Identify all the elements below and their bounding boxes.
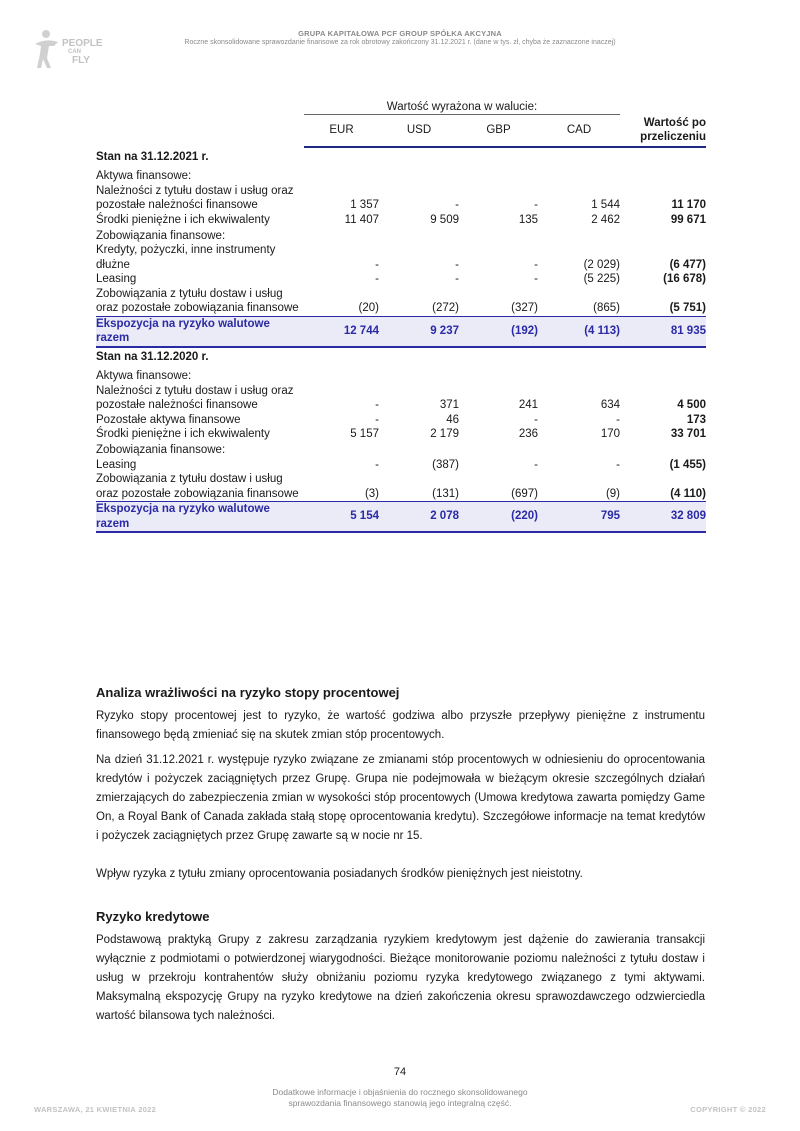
cell-eur — [304, 168, 379, 184]
table-row — [96, 427, 706, 442]
cell-gbp: (327) — [511, 302, 538, 314]
cell-total: (1 455) — [669, 458, 706, 471]
cell-eur — [304, 442, 379, 458]
row-label: Środki pieniężne i ich ekwiwalenty — [96, 213, 270, 226]
table-row — [96, 184, 706, 213]
table-row — [96, 458, 706, 473]
cell-eur: 1 357 — [350, 199, 379, 211]
cell-total: 11 170 — [671, 199, 706, 211]
cell-total: 33 701 — [670, 428, 706, 440]
cell-usd: 46 — [446, 413, 459, 426]
cell-gbp: (697) — [511, 487, 538, 500]
cell-eur: - — [375, 458, 379, 471]
cell-gbp — [459, 227, 538, 243]
cell-cad: 170 — [600, 428, 620, 440]
section-title: Stan na 31.12.2020 r. — [96, 351, 209, 364]
footer-date: WARSZAWA, 21 KWIETNIA 2022 — [34, 1105, 157, 1114]
table-row — [96, 368, 706, 384]
row-label: Środki pieniężne i ich ekwiwalenty — [96, 428, 270, 440]
table-row — [96, 413, 706, 428]
row-label: Pozostałe aktywa finansowe — [96, 413, 241, 426]
cell-gbp: - — [534, 258, 538, 271]
table-row — [96, 243, 706, 272]
row-label: Leasing — [96, 273, 137, 285]
cell-gbp: 241 — [518, 399, 538, 411]
cell-total: 173 — [686, 413, 706, 426]
section-title: Stan na 31.12.2021 r. — [96, 151, 209, 164]
row-label: Należności z tytułu dostaw i usług oraz pozostałe należności finansowe — [96, 184, 294, 211]
cell-usd: 9 509 — [430, 213, 459, 226]
table-row — [96, 287, 706, 317]
cell-usd: - — [455, 199, 459, 211]
cell-total — [620, 227, 706, 243]
footer-copyright: COPYRIGHT © 2022 — [690, 1105, 766, 1114]
cell-cad: - — [616, 458, 620, 471]
cell-eur: - — [375, 273, 379, 285]
col-header-gbp: GBP — [459, 115, 538, 147]
cell-usd — [379, 168, 459, 184]
cell-cad: 2 462 — [591, 213, 620, 226]
cell-usd: (387) — [432, 458, 459, 471]
cell-cad: - — [616, 413, 620, 426]
table-row — [96, 168, 706, 184]
table-row — [96, 272, 706, 287]
page-number: 74 — [393, 1066, 407, 1078]
cell-gbp — [459, 442, 538, 458]
cell-gbp: 135 — [518, 213, 538, 226]
cell-eur: - — [375, 399, 379, 411]
cell-cad: 634 — [600, 399, 620, 411]
cell-gbp: 236 — [518, 428, 538, 440]
cell-cad — [538, 227, 620, 243]
currency-group-header: Wartość wyrażona w walucie: — [304, 94, 620, 115]
interest-paragraph-2: Na dzień 31.12.2021 r. występuje ryzyko związane ze zmianami stóp procentowych w odniesieniu do oprocentowania kredytów i pożyczek zaciągniętych przez Grupę. Grupa nie podejmowała w bieżącym okresie szczególnych działań zmierzających do zabezpieczenia zmian w wysokości stóp procentowych (Umowa kredytowa zawarta pomiędzy Game On, a Royal Bank of Canada zakłada stałą stopę oprocentowania kredytu). Szczegółowe informacje na temat kredytów i pożyczek zaciągniętych przez Grupę zawarte są w nocie nr 15. — [96, 754, 705, 842]
cell-usd: - — [455, 273, 459, 285]
cell-usd: 2 179 — [430, 428, 459, 440]
cell-total: (5 751) — [669, 302, 706, 314]
cell-usd: 371 — [439, 399, 459, 411]
cell-gbp: - — [534, 199, 538, 211]
cell-usd: (131) — [432, 487, 459, 500]
table-row — [96, 442, 706, 458]
cell-eur: - — [375, 413, 379, 426]
footer-note: Dodatkowe informacje i objaśnienia do rocznego skonsolidowanego sprawozdania finansowego stanowią jego integralną część. — [272, 1087, 528, 1108]
cell-total: (16 678) — [663, 273, 706, 285]
cell-cad: (2 029) — [583, 258, 620, 271]
col-header-usd: USD — [379, 115, 459, 147]
cell-usd — [379, 442, 459, 458]
row-label: Zobowiązania z tytułu dostaw i usług oraz pozostałe zobowiązania finansowe — [96, 287, 299, 314]
cell-total — [620, 368, 706, 384]
cell-gbp — [459, 168, 538, 184]
row-label: Leasing — [96, 458, 137, 471]
credit-risk-heading: Ryzyko kredytowe — [96, 909, 210, 924]
cell-eur: (3) — [364, 487, 379, 500]
table-row — [96, 384, 706, 413]
cell-cad: (865) — [593, 302, 620, 314]
col-header-converted: Wartość po przeliczeniu — [620, 115, 706, 147]
rows-2021 — [96, 168, 706, 317]
cell-cad — [538, 442, 620, 458]
cell-total: 99 671 — [670, 213, 706, 226]
cell-cad: (9) — [605, 487, 620, 500]
row-label: Zobowiązania finansowe: — [96, 229, 226, 242]
row-label: Aktywa finansowe: — [96, 170, 192, 182]
logo-text: PEOPLE CAN FLY — [62, 38, 103, 66]
interest-rate-heading: Analiza wrażliwości na ryzyko stopy procentowej — [96, 685, 400, 700]
cell-total — [620, 442, 706, 458]
cell-usd — [379, 368, 459, 384]
cell-eur: 11 407 — [344, 213, 379, 226]
cell-eur: - — [375, 258, 379, 271]
cell-eur — [304, 368, 379, 384]
rows-2020 — [96, 368, 706, 502]
header-subtitle: Roczne skonsolidowane sprawozdanie finansowe za rok obrotowy zakończony 31.12.2021 r. (dane w tys. zł, chyba że zaznaczone inaczej) — [184, 39, 616, 46]
credit-paragraph-1: Podstawową praktyką Grupy z zakresu zarządzania ryzykiem kredytowym jest dążenie do zawierania transakcji wyłącznie z podmiotami o potwierdzonej wiarygodności. Bieżące monitorowanie poziomu należności z tytułu dostaw i usług w przekroju kontrahentów służy obniżaniu poziomu ryzyka kredytowego związanego z tymi aktywami. Maksymalną ekspozycję Grupy na ryzyko kredytowe na dzień zakończenia okresu sprawozdawczego odzwierciedla wartość bilansowa tych należności. — [96, 934, 705, 1022]
row-label: Zobowiązania finansowe: — [96, 444, 226, 456]
row-label: Należności z tytułu dostaw i usług oraz pozostałe należności finansowe — [96, 384, 294, 411]
cell-eur: 5 157 — [350, 428, 379, 440]
exposure-row: Ekspozycja na ryzyko walutowe razem 12 744 9 237 (192) (4 113) 81 935 — [96, 316, 706, 347]
cell-eur: (20) — [358, 302, 379, 314]
exposure-row: Ekspozycja na ryzyko walutowe razem 5 154 2 078 (220) 795 32 809 — [96, 502, 706, 533]
cell-usd: - — [455, 258, 459, 271]
cell-cad: (5 225) — [583, 273, 620, 285]
row-label: Kredyty, pożyczki, inne instrumenty dłużne — [96, 244, 276, 271]
row-label: Zobowiązania z tytułu dostaw i usług oraz pozostałe zobowiązania finansowe — [96, 473, 299, 500]
cell-total: 4 500 — [677, 399, 706, 411]
cell-cad — [538, 168, 620, 184]
cell-usd: (272) — [432, 302, 459, 314]
table-row — [96, 213, 706, 228]
currency-exposure-table — [96, 94, 706, 533]
cell-cad: 1 544 — [591, 199, 620, 211]
cell-usd — [379, 227, 459, 243]
row-label: Aktywa finansowe: — [96, 370, 192, 382]
cell-gbp — [459, 368, 538, 384]
cell-gbp: - — [534, 458, 538, 471]
table-row — [96, 472, 706, 502]
cell-total — [620, 168, 706, 184]
header-company: GRUPA KAPITAŁOWA PCF GROUP SPÓŁKA AKCYJNA — [298, 29, 502, 38]
cell-eur — [304, 227, 379, 243]
interest-paragraph-3: Wpływ ryzyka z tytułu zmiany oprocentowania posiadanych środków pieniężnych jest nieistotny. — [96, 868, 583, 880]
interest-paragraph-1: Ryzyko stopy procentowej jest to ryzyko, że wartość godziwa albo przyszłe przepływy pieniężne z instrumentu finansowego będą zmieniać się na skutek zmian stóp procentowych. — [96, 710, 705, 741]
cell-total: (4 110) — [670, 487, 706, 500]
table-row — [96, 227, 706, 243]
cell-total: (6 477) — [669, 258, 706, 271]
cell-gbp: - — [534, 273, 538, 285]
col-header-cad: CAD — [538, 115, 620, 147]
cell-cad — [538, 368, 620, 384]
col-header-eur: EUR — [304, 115, 379, 147]
cell-gbp: - — [534, 413, 538, 426]
